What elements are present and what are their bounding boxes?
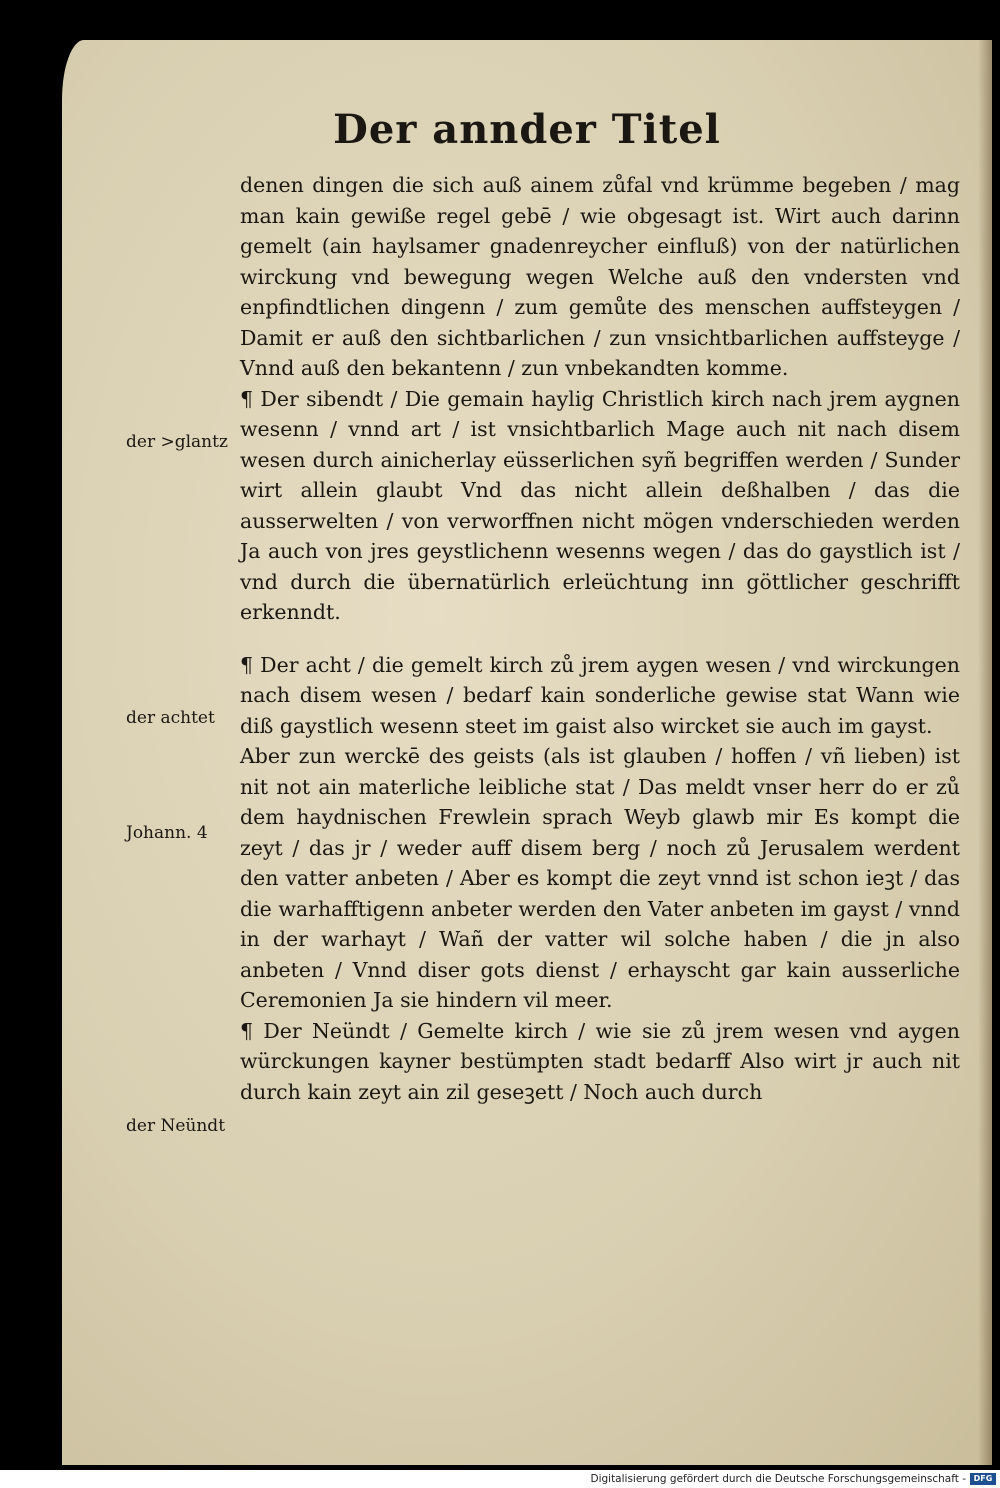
paragraph-1: denen dingen die sich auß ainem zůfal vnd krümme begeben / mag man kain gewiße regel gebē / wie obgesagt ist. Wirt auch darinn gemelt (ain haylsamer gnadenreycher einfluß) von der natürlichen wirckung vnd bewegung wegen Welche auß den vndersten vnd enpfindtlichen dingenn / zum gemůte des menschen auffsteygen / Damit er auß den sichtbarlichen / zun vnsichtbarlichen auffsteyge / Vnnd auß den bekantenn / zun vnbekandten komme. [240,173,960,380]
footer-credit: Digitalisierung gefördert durch die Deutsche Forschungsgemeinschaft - [590,1473,966,1485]
paragraph-2: ¶ Der sibendt / Die gemain haylig Christlich kirch nach jrem aygnen wesenn / vnnd art / ist vnsichtbarlich Mage auch nit nach disem wesen durch ainicherlay eüsserlichen syñ begriffen werden / Sunder wirt allein glaubt Vnd das nicht allein deßhalben / das die ausserwelten / von verworffnen nicht mögen vnderschieden werden Ja auch von jres geystlichenn wesenns wegen / das do gaystlich ist / vnd durch die übernatürlich erleüchtung inn göttlicher geschrifft erkenndt. [240,386,960,624]
paragraph-5: ¶ Der Neündt / Gemelte kirch / wie sie zů jrem wesen vnd aygen würckungen kayner bestümpten stadt bedarff Also wirt jr auch nit durch kain zeyt ain zil geseꝫett / Noch auch durch [240,1018,960,1104]
book-page [62,40,992,1465]
digitization-footer [0,1470,1000,1488]
margin-note-4: der Neündt [126,1116,226,1136]
body-text [240,170,960,1107]
running-title: Der annder Titel [333,106,721,153]
page-edge-shadow [978,40,992,1465]
margin-note-3: Johann. 4 [126,823,208,843]
margin-note-1: der >glantz [126,432,228,452]
dfg-logo-icon: DFG [970,1473,996,1485]
paragraph-4: Aber zun werckē des geists (als ist glauben / hoffen / vñ lieben) ist nit not ain materliche leibliche stat / Das meldt vnser herr do er zů dem haydnischen Frewlein sprach Weyb glawb mir Es kompt die zeyt / das jr / weder auff disem berg / noch zů Jerusalem werdent den vatter anbeten / Aber es kompt die zeyt vnnd ist schon ieꝫt / das die warhafftigenn anbeter werden den Vater anbeten im gayst / vnnd in der warhayt / Wañ der vatter wil solche haben / die jn also anbeten / Vnnd diser gots dienst / erhayscht gar kain ausserliche Ceremonien Ja sie hindern vil meer. [240,744,960,1012]
margin-note-2: der achtet [126,708,215,728]
paragraph-3: ¶ Der acht / die gemelt kirch zů jrem aygen wesen / vnd wirckungen nach disem wesen / bedarf kain sonderliche gewise stat Wann wie diß gaystlich wesenn steet im gaist also wircket sie auch im gayst. [240,652,960,738]
